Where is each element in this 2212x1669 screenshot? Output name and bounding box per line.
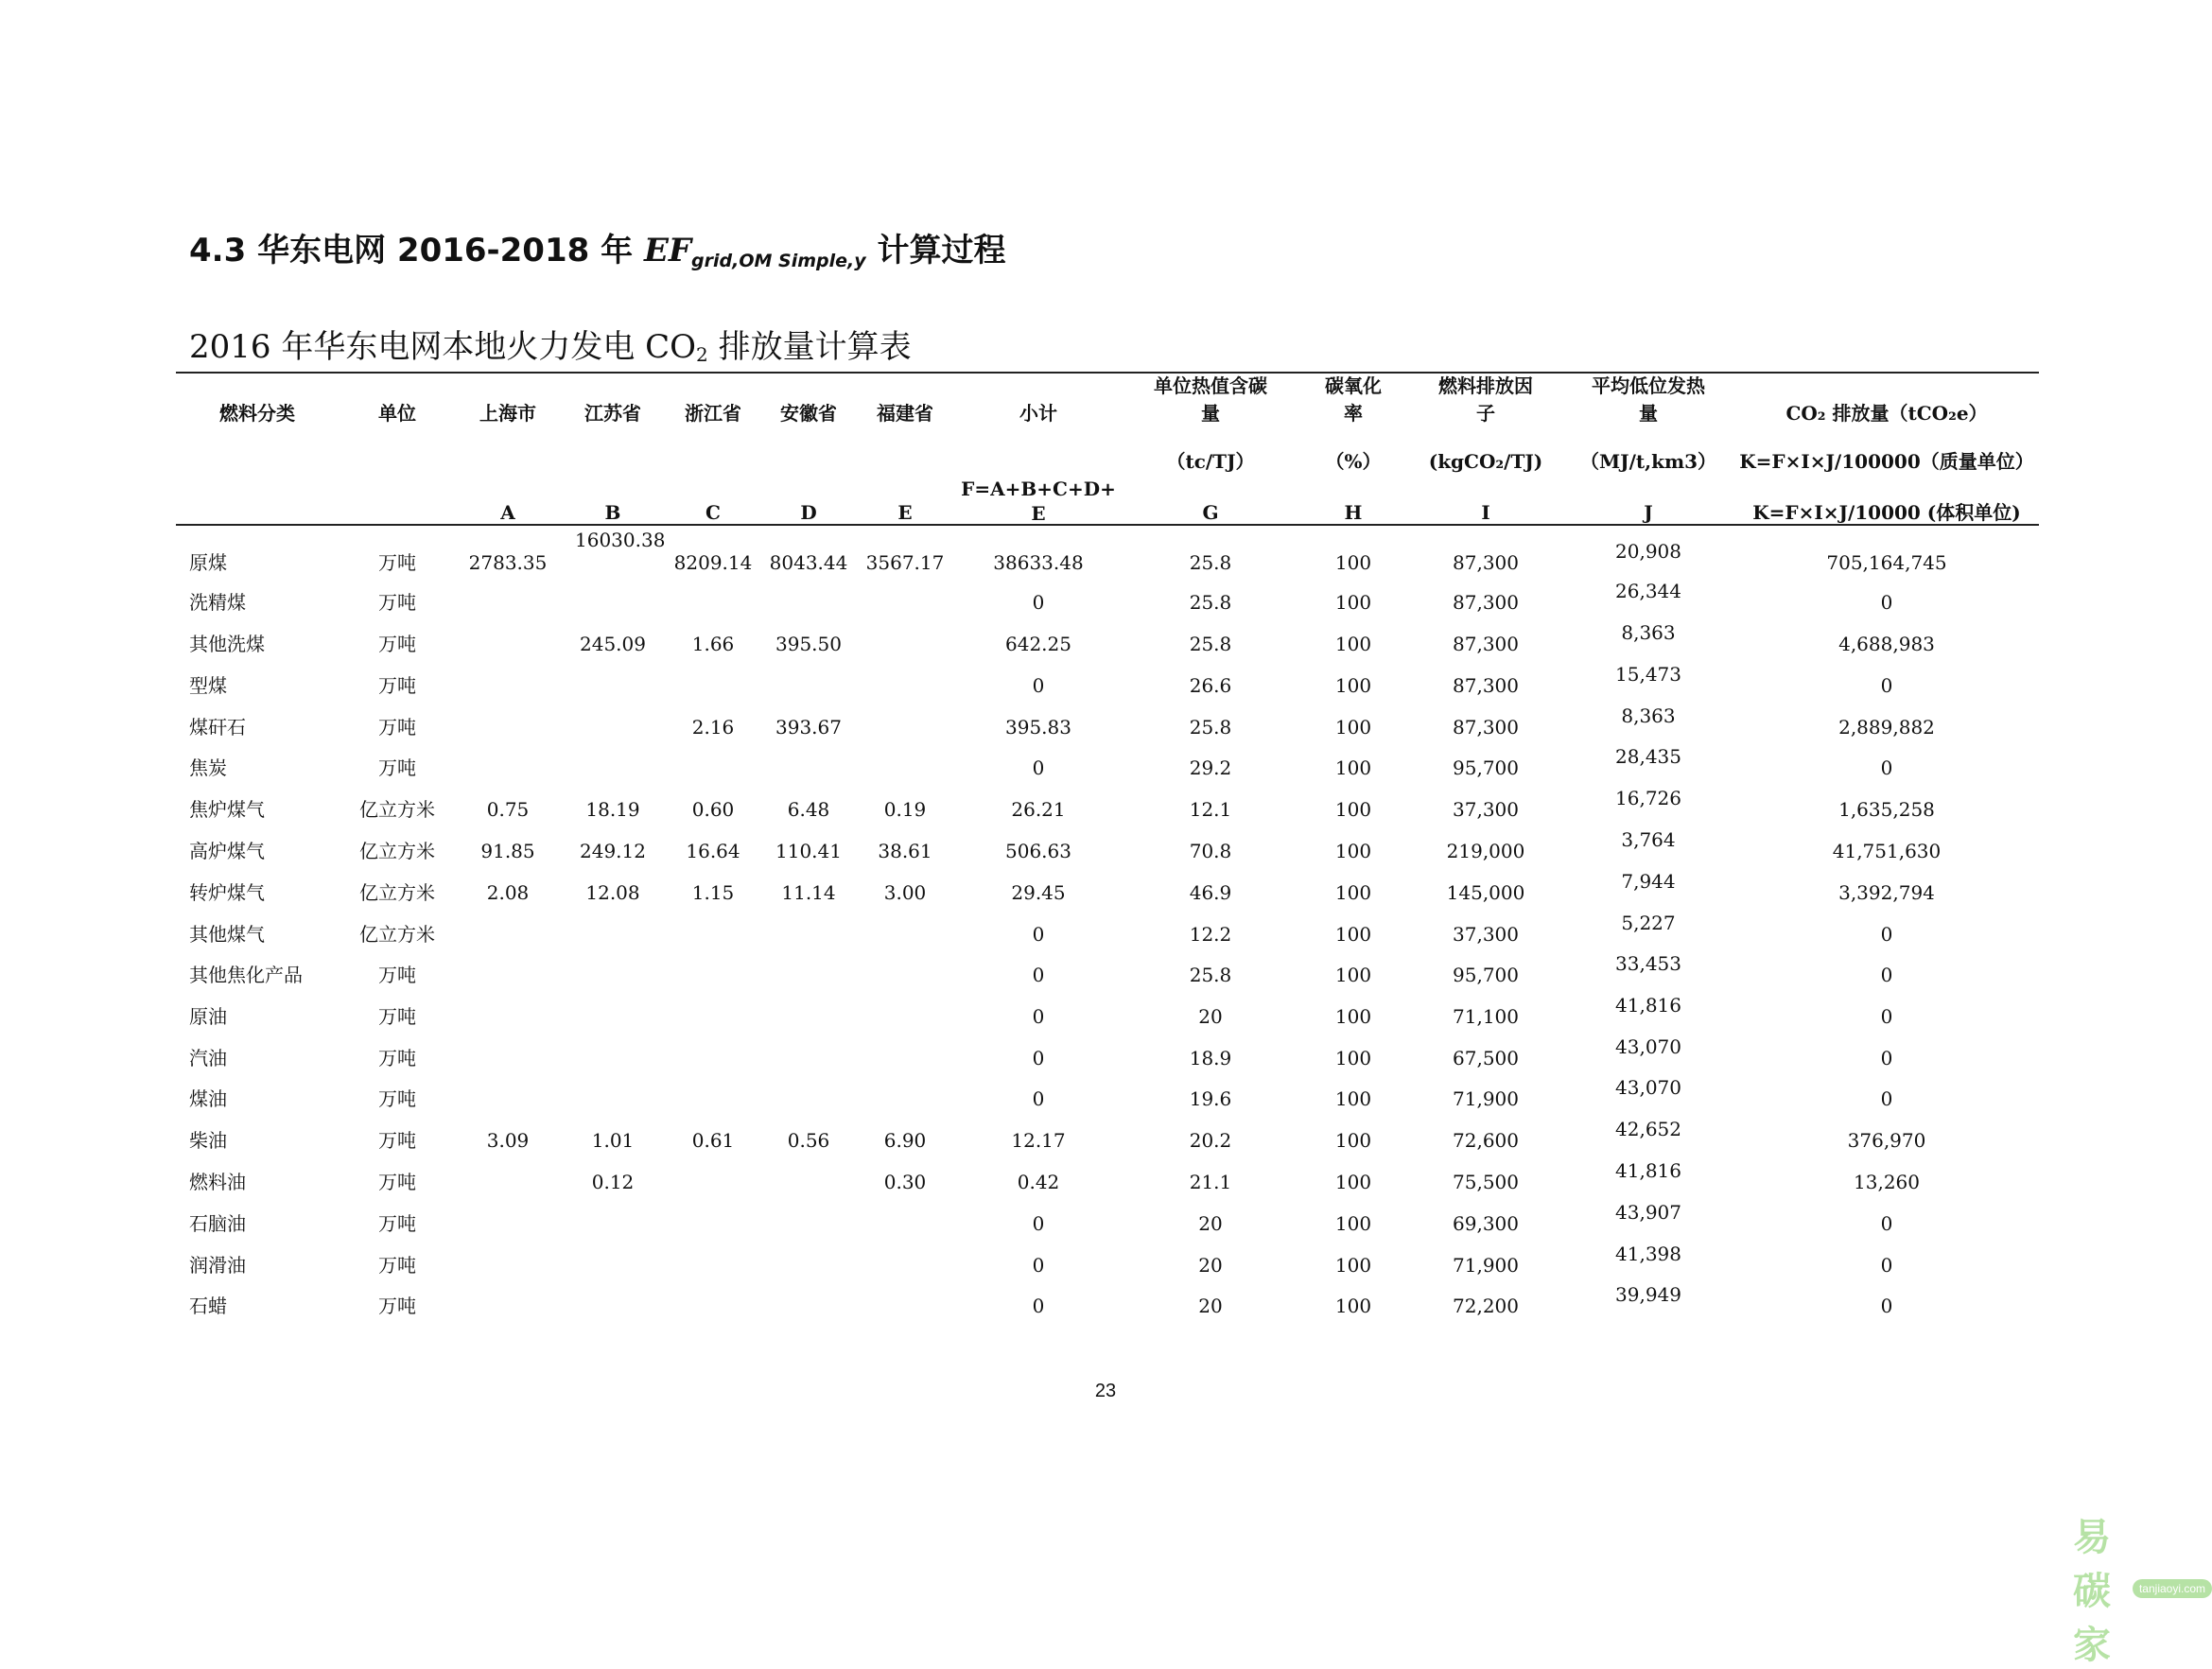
column-header-code: J xyxy=(1644,501,1653,524)
table-cell-j: 15,473 xyxy=(1615,663,1681,686)
table-cell-g: 25.8 xyxy=(1189,551,1232,574)
column-header-code: B xyxy=(604,501,621,524)
table-cell-k: 705,164,745 xyxy=(1826,551,1947,574)
table-cell-f: 0 xyxy=(1032,1087,1045,1110)
column-header-label: 平均低位发热 xyxy=(1592,374,1705,397)
column-header-label: 单位 xyxy=(378,402,416,425)
table-cell-j: 8,363 xyxy=(1621,704,1676,727)
table-cell-h: 100 xyxy=(1334,881,1372,904)
table-cell-f: 26.21 xyxy=(1011,798,1066,821)
table-cell-k: 0 xyxy=(1880,591,1893,614)
page-number: 23 xyxy=(1094,1381,1117,1401)
table-cell-g: 25.8 xyxy=(1189,633,1232,655)
table-cell-b: 245.09 xyxy=(580,633,646,655)
table-cell-g: 20 xyxy=(1198,1254,1223,1277)
table-cell-g: 26.6 xyxy=(1189,674,1232,697)
fuel-name: 汽油 xyxy=(189,1047,227,1069)
watermark-badge: tanjiaoyi.com xyxy=(2133,1579,2212,1598)
table-cell-j: 42,652 xyxy=(1615,1118,1681,1140)
table-cell-e: 6.90 xyxy=(883,1129,927,1152)
table-cell-f: 12.17 xyxy=(1011,1129,1066,1152)
fuel-unit: 万吨 xyxy=(378,674,416,697)
table-cell-d: 110.41 xyxy=(775,840,842,862)
table-cell-i: 67,500 xyxy=(1453,1047,1519,1069)
column-header-code: I xyxy=(1481,501,1490,524)
fuel-name: 石蜡 xyxy=(189,1295,227,1317)
table-cell-f: 0 xyxy=(1032,1212,1045,1235)
column-header-code: D xyxy=(800,501,817,524)
table-title-prefix: 2016 年华东电网本地火力发电 CO xyxy=(189,328,697,366)
table-cell-h: 100 xyxy=(1334,964,1372,986)
table-cell-g: 21.1 xyxy=(1189,1171,1232,1193)
table-cell-g: 20 xyxy=(1198,1212,1223,1235)
table-cell-d: 8043.44 xyxy=(769,551,848,574)
table-cell-k: 0 xyxy=(1880,964,1893,986)
table-cell-k: 3,392,794 xyxy=(1838,881,1935,904)
table-cell-b: 249.12 xyxy=(580,840,646,862)
table-cell-h: 100 xyxy=(1334,1047,1372,1069)
table-cell-j: 5,227 xyxy=(1621,912,1676,934)
column-header-code: G xyxy=(1202,501,1219,524)
table-cell-a: 2.08 xyxy=(486,881,530,904)
table-cell-b: 0.12 xyxy=(591,1171,635,1193)
fuel-unit: 万吨 xyxy=(378,633,416,655)
table-cell-f: 0 xyxy=(1032,964,1045,986)
table-cell-b: 18.19 xyxy=(585,798,640,821)
table-cell-d: 393.67 xyxy=(775,716,842,739)
column-header-unit: （%） xyxy=(1325,450,1382,473)
table-cell-c: 0.61 xyxy=(691,1129,735,1152)
table-cell-i: 69,300 xyxy=(1453,1212,1519,1235)
table-cell-j: 41,816 xyxy=(1615,994,1681,1017)
table-cell-h: 100 xyxy=(1334,674,1372,697)
column-header-label: 安徽省 xyxy=(780,402,837,425)
fuel-unit: 万吨 xyxy=(378,551,416,574)
column-header-label: 江苏省 xyxy=(584,402,641,425)
table-cell-j: 3,764 xyxy=(1621,828,1676,851)
fuel-name: 燃料油 xyxy=(189,1171,246,1193)
table-cell-g: 46.9 xyxy=(1189,881,1232,904)
column-header-label: 子 xyxy=(1476,402,1495,425)
table-cell-j: 33,453 xyxy=(1615,952,1681,975)
table-cell-g: 20.2 xyxy=(1189,1129,1232,1152)
table-cell-j: 28,435 xyxy=(1615,745,1681,768)
fuel-name: 其他焦化产品 xyxy=(189,964,303,986)
table-cell-g: 25.8 xyxy=(1189,716,1232,739)
table-cell-h: 100 xyxy=(1334,1254,1372,1277)
section-heading xyxy=(189,232,1006,271)
column-header-label: 碳氧化 xyxy=(1325,374,1382,397)
table-cell-k: 2,889,882 xyxy=(1838,716,1935,739)
table-cell-f: 642.25 xyxy=(1005,633,1071,655)
fuel-unit: 万吨 xyxy=(378,1087,416,1110)
column-header-label: 量 xyxy=(1201,402,1220,425)
table-cell-c: 8209.14 xyxy=(673,551,753,574)
fuel-unit: 亿立方米 xyxy=(359,881,435,904)
table-cell-k: 0 xyxy=(1880,1295,1893,1317)
table-cell-g: 25.8 xyxy=(1189,964,1232,986)
table-cell-j: 16,726 xyxy=(1615,787,1681,809)
column-header-unit: （tc/TJ） xyxy=(1166,450,1255,473)
table-header-rule xyxy=(176,524,2039,526)
table-cell-b: 1.01 xyxy=(591,1129,635,1152)
table-cell-k: 0 xyxy=(1880,1087,1893,1110)
table-cell-k: 0 xyxy=(1880,1005,1893,1028)
table-cell-f: 0 xyxy=(1032,1047,1045,1069)
ef-subscript: grid,OM Simple,y xyxy=(691,251,866,271)
table-cell-k: 0 xyxy=(1880,923,1893,946)
table-cell-j: 26,344 xyxy=(1615,580,1681,602)
table-title-subscript: 2 xyxy=(696,343,708,366)
table-cell-i: 75,500 xyxy=(1453,1171,1519,1193)
fuel-name: 型煤 xyxy=(189,674,227,697)
table-cell-i: 95,700 xyxy=(1453,964,1519,986)
table-cell-f: 0 xyxy=(1032,1254,1045,1277)
table-cell-h: 100 xyxy=(1334,1171,1372,1193)
column-header-label: 上海市 xyxy=(479,402,536,425)
table-cell-i: 72,600 xyxy=(1453,1129,1519,1152)
table-cell-h: 100 xyxy=(1334,1087,1372,1110)
table-cell-i: 87,300 xyxy=(1453,674,1519,697)
section-title-prefix: 华东电网 2016-2018 年 xyxy=(257,232,634,269)
table-cell-f: 38633.48 xyxy=(993,551,1084,574)
table-cell-f: 29.45 xyxy=(1011,881,1066,904)
column-header-label: CO₂ 排放量（tCO₂e） xyxy=(1785,402,1988,425)
fuel-name: 柴油 xyxy=(189,1129,227,1152)
table-cell-d: 6.48 xyxy=(787,798,830,821)
table-cell-g: 70.8 xyxy=(1189,840,1232,862)
table-cell-j: 20,908 xyxy=(1615,540,1681,563)
column-header-code: A xyxy=(500,501,515,524)
column-header-label: 单位热值含碳 xyxy=(1154,374,1267,397)
table-cell-h: 100 xyxy=(1334,716,1372,739)
fuel-name: 高炉煤气 xyxy=(189,840,265,862)
table-cell-f: 0 xyxy=(1032,923,1045,946)
fuel-unit: 万吨 xyxy=(378,1047,416,1069)
table-cell-j: 43,070 xyxy=(1615,1035,1681,1058)
table-cell-f: 0 xyxy=(1032,591,1045,614)
table-cell-a: 2783.35 xyxy=(468,551,548,574)
fuel-name: 石脑油 xyxy=(189,1212,246,1235)
table-cell-g: 25.8 xyxy=(1189,591,1232,614)
table-cell-d: 11.14 xyxy=(781,881,836,904)
table-cell-c: 1.15 xyxy=(691,881,735,904)
table-cell-h: 100 xyxy=(1334,756,1372,779)
table-cell-k: 0 xyxy=(1880,756,1893,779)
column-header-label: 量 xyxy=(1639,402,1658,425)
table-cell-b: 12.08 xyxy=(585,881,640,904)
table-cell-f: 0 xyxy=(1032,756,1045,779)
table-cell-f: 0 xyxy=(1032,1295,1045,1317)
table-cell-h: 100 xyxy=(1334,1005,1372,1028)
table-cell-k: 376,970 xyxy=(1847,1129,1926,1152)
fuel-unit: 亿立方米 xyxy=(359,923,435,946)
table-cell-h: 100 xyxy=(1334,1295,1372,1317)
section-number: 4.3 xyxy=(189,232,247,269)
table-cell-k: 13,260 xyxy=(1854,1171,1920,1193)
table-cell-i: 87,300 xyxy=(1453,633,1519,655)
table-cell-g: 18.9 xyxy=(1189,1047,1232,1069)
column-header-label: 燃料分类 xyxy=(219,402,295,425)
column-header-code: K=F×I×J/10000 (体积单位) xyxy=(1752,501,2021,524)
column-header-unit: （MJ/t,km3） xyxy=(1579,450,1717,473)
table-cell-e: 0.30 xyxy=(883,1171,927,1193)
column-header-code: C xyxy=(705,501,721,524)
column-header-code: E xyxy=(1031,502,1046,525)
table-cell-b: 16030.38 xyxy=(575,529,666,551)
fuel-name: 转炉煤气 xyxy=(189,881,265,904)
table-cell-c: 16.64 xyxy=(686,840,740,862)
table-cell-i: 95,700 xyxy=(1453,756,1519,779)
table-cell-f: 0 xyxy=(1032,1005,1045,1028)
table-cell-j: 8,363 xyxy=(1621,621,1676,644)
ef-symbol: EF xyxy=(643,232,692,269)
table-cell-i: 71,100 xyxy=(1453,1005,1519,1028)
table-cell-f: 0.42 xyxy=(1017,1171,1060,1193)
table-cell-a: 91.85 xyxy=(480,840,535,862)
table-cell-k: 41,751,630 xyxy=(1832,840,1942,862)
table-cell-i: 37,300 xyxy=(1453,923,1519,946)
table-cell-e: 3.00 xyxy=(883,881,927,904)
table-cell-h: 100 xyxy=(1334,633,1372,655)
column-header-code: F=A+B+C+D+ xyxy=(961,478,1116,500)
table-cell-g: 12.1 xyxy=(1189,798,1232,821)
table-cell-j: 41,816 xyxy=(1615,1159,1681,1182)
watermark-text: 易碳家 xyxy=(2073,1516,2112,1667)
column-header-label: 浙江省 xyxy=(685,402,741,425)
fuel-unit: 万吨 xyxy=(378,591,416,614)
fuel-name: 润滑油 xyxy=(189,1254,246,1277)
table-cell-a: 3.09 xyxy=(486,1129,530,1152)
fuel-unit: 亿立方米 xyxy=(359,840,435,862)
table-cell-k: 0 xyxy=(1880,1254,1893,1277)
table-cell-i: 87,300 xyxy=(1453,591,1519,614)
table-cell-k: 0 xyxy=(1880,674,1893,697)
fuel-unit: 万吨 xyxy=(378,1171,416,1193)
fuel-unit: 万吨 xyxy=(378,1254,416,1277)
fuel-name: 其他洗煤 xyxy=(189,633,265,655)
table-cell-k: 1,635,258 xyxy=(1838,798,1935,821)
table-cell-e: 0.19 xyxy=(883,798,927,821)
table-cell-f: 506.63 xyxy=(1005,840,1071,862)
table-cell-h: 100 xyxy=(1334,1212,1372,1235)
fuel-name: 焦炉煤气 xyxy=(189,798,265,821)
fuel-unit: 万吨 xyxy=(378,716,416,739)
section-title-suffix: 计算过程 xyxy=(877,232,1006,269)
table-cell-d: 0.56 xyxy=(787,1129,830,1152)
table-cell-g: 12.2 xyxy=(1189,923,1232,946)
table-cell-h: 100 xyxy=(1334,840,1372,862)
table-title-suffix: 排放量计算表 xyxy=(718,328,912,366)
table-cell-e: 38.61 xyxy=(878,840,932,862)
table-cell-j: 7,944 xyxy=(1621,870,1676,893)
fuel-unit: 万吨 xyxy=(378,1005,416,1028)
fuel-unit: 万吨 xyxy=(378,1295,416,1317)
table-cell-f: 0 xyxy=(1032,674,1045,697)
table-cell-h: 100 xyxy=(1334,1129,1372,1152)
table-cell-i: 87,300 xyxy=(1453,551,1519,574)
table-top-rule xyxy=(176,372,2039,374)
table-cell-g: 29.2 xyxy=(1189,756,1232,779)
table-cell-j: 41,398 xyxy=(1615,1243,1681,1265)
column-header-unit: (kgCO₂/TJ) xyxy=(1428,450,1543,473)
table-cell-j: 43,070 xyxy=(1615,1076,1681,1099)
table-cell-h: 100 xyxy=(1334,798,1372,821)
table-cell-g: 20 xyxy=(1198,1005,1223,1028)
table-cell-h: 100 xyxy=(1334,923,1372,946)
table-cell-c: 1.66 xyxy=(691,633,735,655)
fuel-name: 其他煤气 xyxy=(189,923,265,946)
table-cell-j: 39,949 xyxy=(1615,1283,1681,1306)
column-header-unit: K=F×I×J/100000（质量单位） xyxy=(1739,450,2034,473)
table-cell-g: 20 xyxy=(1198,1295,1223,1317)
table-cell-i: 219,000 xyxy=(1446,840,1525,862)
watermark-logo xyxy=(2073,1507,2212,1669)
fuel-unit: 亿立方米 xyxy=(359,798,435,821)
table-cell-i: 71,900 xyxy=(1453,1254,1519,1277)
table-cell-h: 100 xyxy=(1334,551,1372,574)
column-header-code: H xyxy=(1344,501,1363,524)
table-cell-k: 4,688,983 xyxy=(1838,633,1935,655)
fuel-name: 煤油 xyxy=(189,1087,227,1110)
table-cell-i: 145,000 xyxy=(1446,881,1525,904)
table-title xyxy=(189,328,912,366)
fuel-unit: 万吨 xyxy=(378,756,416,779)
table-cell-k: 0 xyxy=(1880,1047,1893,1069)
fuel-name: 煤矸石 xyxy=(189,716,246,739)
table-cell-e: 3567.17 xyxy=(865,551,945,574)
table-cell-i: 71,900 xyxy=(1453,1087,1519,1110)
fuel-name: 原油 xyxy=(189,1005,227,1028)
fuel-name: 原煤 xyxy=(189,551,227,574)
table-cell-i: 72,200 xyxy=(1453,1295,1519,1317)
table-cell-i: 37,300 xyxy=(1453,798,1519,821)
fuel-unit: 万吨 xyxy=(378,1129,416,1152)
column-header-label: 小计 xyxy=(1019,402,1057,425)
fuel-unit: 万吨 xyxy=(378,1212,416,1235)
table-cell-h: 100 xyxy=(1334,591,1372,614)
table-cell-d: 395.50 xyxy=(775,633,842,655)
table-cell-j: 43,907 xyxy=(1615,1201,1681,1224)
table-cell-c: 0.60 xyxy=(691,798,735,821)
table-cell-k: 0 xyxy=(1880,1212,1893,1235)
table-cell-g: 19.6 xyxy=(1189,1087,1232,1110)
table-cell-f: 395.83 xyxy=(1005,716,1071,739)
column-header-code: E xyxy=(897,501,913,524)
fuel-unit: 万吨 xyxy=(378,964,416,986)
column-header-label: 燃料排放因 xyxy=(1438,374,1533,397)
fuel-name: 洗精煤 xyxy=(189,591,246,614)
fuel-name: 焦炭 xyxy=(189,756,227,779)
column-header-label: 福建省 xyxy=(877,402,933,425)
table-cell-a: 0.75 xyxy=(486,798,530,821)
table-cell-c: 2.16 xyxy=(691,716,735,739)
column-header-label: 率 xyxy=(1344,402,1363,425)
table-cell-i: 87,300 xyxy=(1453,716,1519,739)
